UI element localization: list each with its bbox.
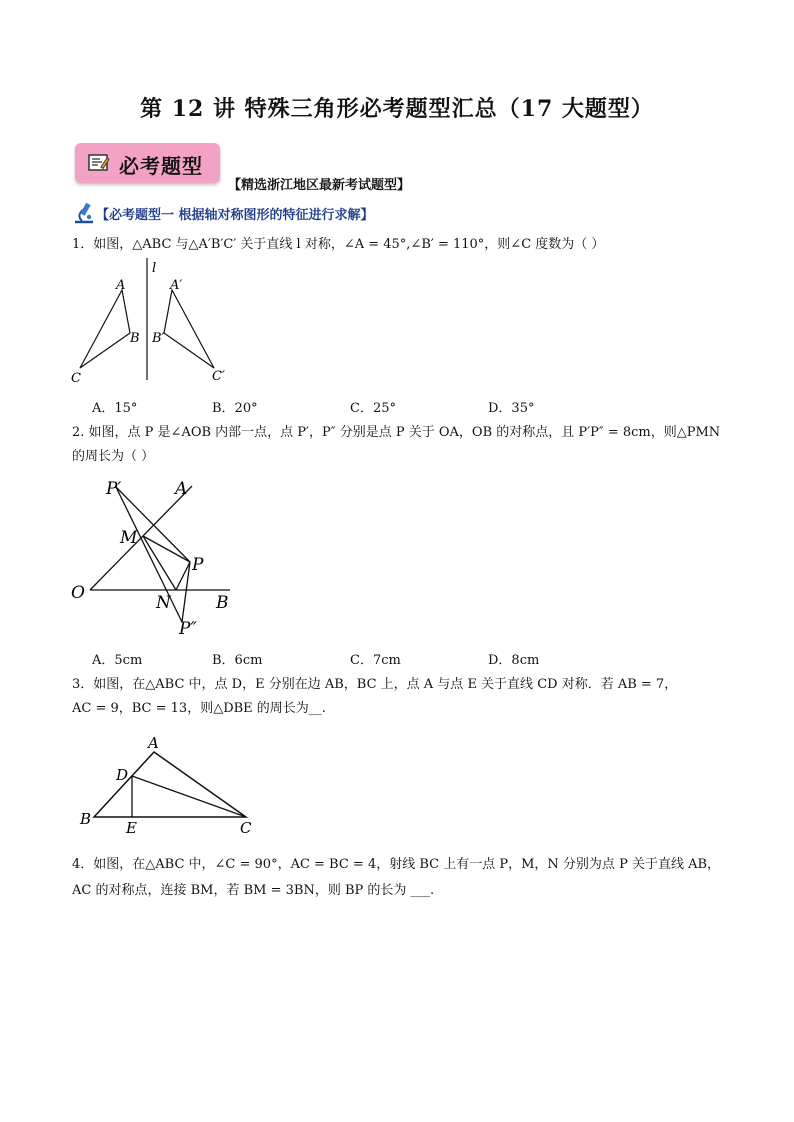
q2-option-c: C．7cm [350,653,401,668]
fig3-label-C: C [240,819,252,837]
fig2-label-P: P [192,555,204,575]
badge-label: 必考题型 [119,154,203,178]
fig2-label-O: O [71,583,85,603]
q2-option-d: D．8cm [488,653,540,668]
microscope-icon [72,200,98,224]
region-note: 【精选浙江地区最新考试题型】 [228,178,411,193]
fig1-label-A: A [116,278,126,293]
fig3-label-E: E [126,819,137,837]
question-2-line-1: 2. 如图，点 P 是∠AOB 内部一点，点 P′，P″ 分别是点 P 关于 OA，OB 的对称点，且 P′P″ = 8cm，则△PMN [72,425,721,440]
fig1-label-C: C [71,371,81,386]
question-4-line-1: 4．如图，在△ABC 中，∠C = 90°，AC = BC = 4，射线 BC 上有一点 P，M，N 分别为点 P 关于直线 AB， [72,857,721,872]
fig3-label-B: B [80,810,92,828]
question-1-text: 1．如图，△ABC 与△A′B′C′ 关于直线 l 对称，∠A = 45°,∠B′ = 110°，则∠C 度数为（ ） [72,237,605,252]
fig3-label-A: A [148,734,159,752]
fig2-label-B: B [216,593,229,613]
fig3-label-D: D [116,766,129,784]
fig1-label-l: l [152,261,157,276]
question-3-line-1: 3．如图，在△ABC 中，点 D，E 分别在边 AB，BC 上，点 A 与点 E 关于直线 CD 对称．若 AB = 7， [72,677,678,692]
q2-option-b: B．6cm [212,653,263,668]
section-badge [75,143,220,183]
fig2-label-A: A [175,479,188,499]
q1-option-c: C．25° [350,401,396,416]
fig1-label-B: B [130,331,140,346]
note-icon [87,151,111,175]
fig1-label-B1: B′ [152,331,165,346]
q1-option-d: D．35° [488,401,535,416]
figure-3 [74,732,260,840]
page-title: 第 12 讲 特殊三角形必考题型汇总（17 大题型） [140,96,654,122]
fig1-label-A1: A′ [170,278,183,293]
fig2-label-P1: P′ [106,479,122,499]
q2-option-a: A．5cm [92,653,143,668]
question-2-line-2: 的周长为（ ） [72,449,155,464]
fig1-label-C1: C′ [212,369,225,384]
q1-option-b: B．20° [212,401,258,416]
fig2-label-M: M [120,528,138,548]
fig2-label-N: N [156,593,171,613]
type-heading-text: 【必考题型一 根据轴对称图形的特征进行求解】 [96,208,374,223]
question-4-line-2: AC 的对称点，连接 BM，若 BM = 3BN，则 BP 的长为 ___. [72,883,435,898]
fig2-label-P2: P″ [179,619,197,639]
figure-1 [68,258,248,388]
question-3-line-2: AC = 9，BC = 13，则△DBE 的周长为__. [72,701,326,716]
figure-2 [68,472,248,642]
q1-option-a: A．15° [92,401,138,416]
